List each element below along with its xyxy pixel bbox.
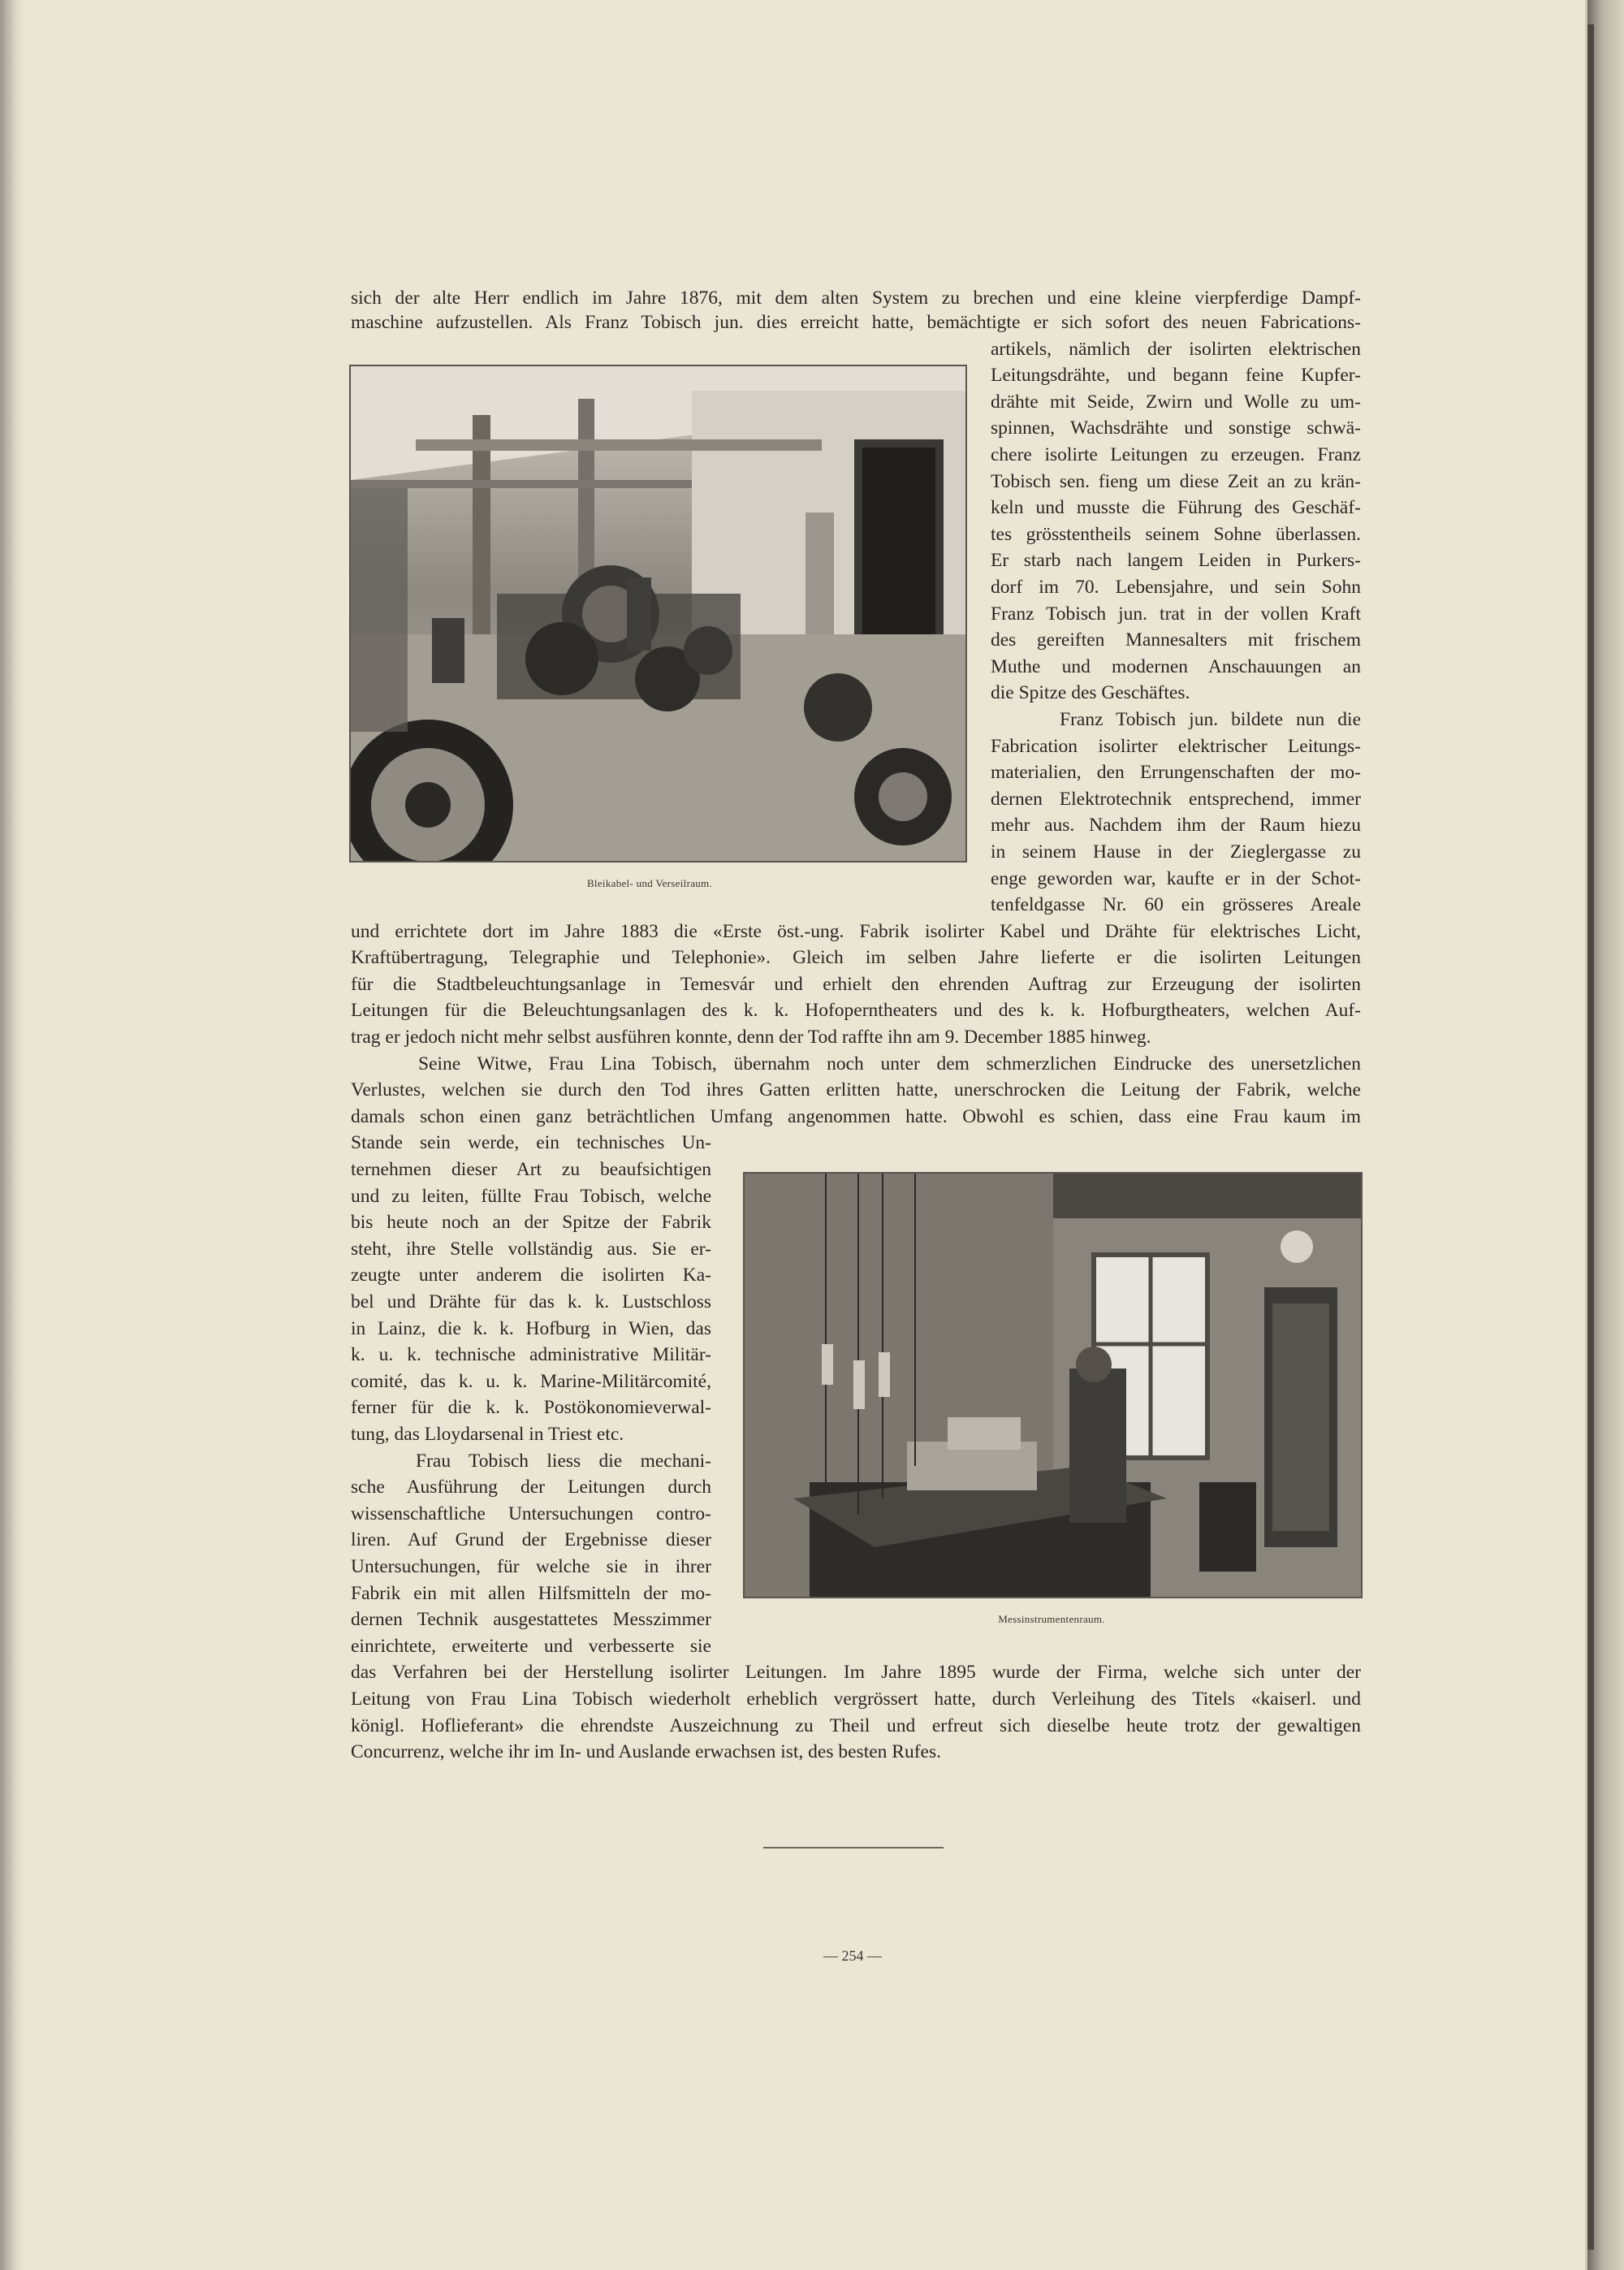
body-line-49: Untersuchungen, für welche sie in ihrer — [351, 1556, 711, 1577]
body-line-10: tes grösstentheils seinem Sohne überlassen. — [991, 524, 1361, 545]
end-rule — [763, 1847, 944, 1848]
body-line-9: keln und musste die Führung des Geschäf- — [991, 497, 1361, 518]
body-line-15: Muthe und modernen Anschauungen an — [991, 656, 1361, 677]
figure-2-caption: Messinstrumentenraum. — [998, 1613, 1105, 1625]
body-line-1: sich der alte Herr endlich im Jahre 1876, mit dem alten System zu brechen und eine kleine vierpferdige Dampf- — [351, 288, 1361, 309]
body-line-13: Franz Tobisch jun. trat in der vollen Kraft — [991, 603, 1361, 625]
body-line-26: Kraftübertragung, Telegraphie und Telephonie». Gleich im selben Jahre lieferte er die isolirten Leitungen — [351, 947, 1361, 968]
figure-1-caption: Bleikabel- und Verseilraum. — [586, 877, 713, 889]
photo-measurement-room-image — [745, 1174, 1361, 1597]
body-line-12: dorf im 70. Lebensjahre, und sein Sohn — [991, 577, 1361, 598]
body-line-54: Leitung von Frau Lina Tobisch wiederholt erheblich vergrössert hatte, durch Verleihung des Titels «kaiserl. und — [351, 1688, 1361, 1710]
body-line-37: steht, ihre Stelle vollständig aus. Sie er- — [351, 1239, 711, 1260]
figure-cable-room-photo — [349, 365, 967, 863]
body-line-55: königl. Hoflieferant» die ehrendste Auszeichnung zu Theil und erfreut sich dieselbe heute trotz der gewaltigen — [351, 1715, 1361, 1736]
body-line-11: Er starb nach langem Leiden in Purkers- — [991, 550, 1361, 571]
body-line-52: einrichtete, erweiterte und verbesserte sie — [351, 1636, 711, 1657]
body-line-8: Tobisch sen. fieng um diese Zeit an zu krän- — [991, 471, 1361, 492]
body-line-45: Frau Tobisch liess die mechani- — [416, 1451, 711, 1472]
body-line-56: Concurrenz, welche ihr im In- und Auslande erwachsen ist, des besten Rufes. — [351, 1741, 941, 1762]
body-line-6: spinnen, Wachsdrähte und sonstige schwä- — [991, 417, 1361, 439]
body-line-38: zeugte unter anderem die isolirten Ka- — [351, 1265, 711, 1286]
body-line-4: Leitungsdrähte, und begann feine Kupfer- — [991, 365, 1361, 386]
page-number: — 254 — — [823, 1948, 882, 1964]
body-line-19: materialien, den Errungenschaften der mo- — [991, 762, 1361, 783]
adjacent-page-edge — [1587, 0, 1624, 2270]
body-line-22: in seinem Hause in der Zieglergasse zu — [991, 841, 1361, 863]
body-line-33: Stande sein werde, ein technisches Un- — [351, 1132, 711, 1153]
body-line-35: und zu leiten, füllte Frau Tobisch, welche — [351, 1186, 711, 1207]
body-line-46: sche Ausführung der Leitungen durch — [351, 1477, 711, 1498]
body-line-41: k. u. k. technische administrative Militär- — [351, 1344, 711, 1365]
body-line-40: in Lainz, die k. k. Hofburg in Wien, das — [351, 1318, 711, 1339]
body-line-34: ternehmen dieser Art zu beaufsichtigen — [351, 1159, 711, 1180]
body-line-18: Fabrication isolirter elektrischer Leitungs- — [991, 736, 1361, 757]
body-line-44: tung, das Lloydarsenal in Triest etc. — [351, 1424, 624, 1445]
body-line-31: Verlustes, welchen sie durch den Tod ihres Gatten erlitten hatte, unerschrocken die Leitung der Fabrik, welche — [351, 1079, 1361, 1100]
body-line-51: dernen Technik ausgestattetes Messzimmer — [351, 1609, 711, 1630]
body-line-2: maschine aufzustellen. Als Franz Tobisch jun. dies erreicht hatte, bemächtigte er sich sofort des neuen Fabrications- — [351, 312, 1361, 333]
body-line-5: drähte mit Seide, Zwirn und Wolle zu um- — [991, 391, 1361, 413]
body-line-14: des gereiften Mannesalters mit frischem — [991, 629, 1361, 651]
body-line-20: dernen Elektrotechnik entsprechend, immer — [991, 789, 1361, 810]
body-line-36: bis heute noch an der Spitze der Fabrik — [351, 1212, 711, 1233]
photo-cable-room-image — [351, 366, 965, 861]
body-line-23: enge geworden war, kaufte er in der Schot- — [991, 868, 1361, 889]
page-left-edge — [0, 0, 26, 2270]
body-line-32: damals schon einen ganz beträchtlichen Umfang angenommen hatte. Obwohl es schien, dass eine Frau kaum im — [351, 1106, 1361, 1127]
body-line-17: Franz Tobisch jun. bildete nun die — [1060, 709, 1361, 730]
body-line-42: comité, das k. u. k. Marine-Militärcomité, — [351, 1371, 711, 1392]
figure-measurement-room-photo — [743, 1172, 1363, 1598]
body-line-25: und errichtete dort im Jahre 1883 die «Erste öst.-ung. Fabrik isolirter Kabel und Drähte für elektrisches Licht, — [351, 921, 1361, 942]
body-line-21: mehr aus. Nachdem ihm der Raum hiezu — [991, 815, 1361, 836]
body-line-7: chere isolirte Leitungen zu erzeugen. Franz — [991, 444, 1361, 465]
body-line-30: Seine Witwe, Frau Lina Tobisch, übernahm noch unter dem schmerzlichen Eindrucke des unersetzlichen — [418, 1053, 1361, 1074]
body-line-43: ferner für die k. k. Postökonomieverwal- — [351, 1397, 711, 1418]
body-line-29: trag er jedoch nicht mehr selbst ausführen konnte, denn der Tod raffte ihn am 9. December 1885 hinweg. — [351, 1027, 1151, 1048]
body-line-47: wissenschaftliche Untersuchungen contro- — [351, 1503, 711, 1524]
body-line-16: die Spitze des Geschäftes. — [991, 682, 1190, 703]
body-line-50: Fabrik ein mit allen Hilfsmitteln der mo- — [351, 1583, 711, 1604]
body-line-39: bel und Drähte für das k. k. Lustschloss — [351, 1291, 711, 1312]
body-line-28: Leitungen für die Beleuchtungsanlagen des k. k. Hofoperntheaters und des k. k. Hofburgtheaters, welchen Auf- — [351, 1000, 1361, 1021]
body-line-53: das Verfahren bei der Herstellung isolirter Leitungen. Im Jahre 1895 wurde der Firma, welche sich unter der — [351, 1662, 1361, 1683]
body-line-3: artikels, nämlich der isolirten elektrischen — [991, 339, 1361, 360]
body-line-48: liren. Auf Grund der Ergebnisse dieser — [351, 1529, 711, 1550]
body-line-24: tenfeldgasse Nr. 60 ein grösseres Areale — [991, 894, 1361, 915]
body-line-27: für die Stadtbeleuchtungsanlage in Temesvár und erhielt den ehrenden Auftrag zur Erzeugung der isolirten — [351, 974, 1361, 995]
